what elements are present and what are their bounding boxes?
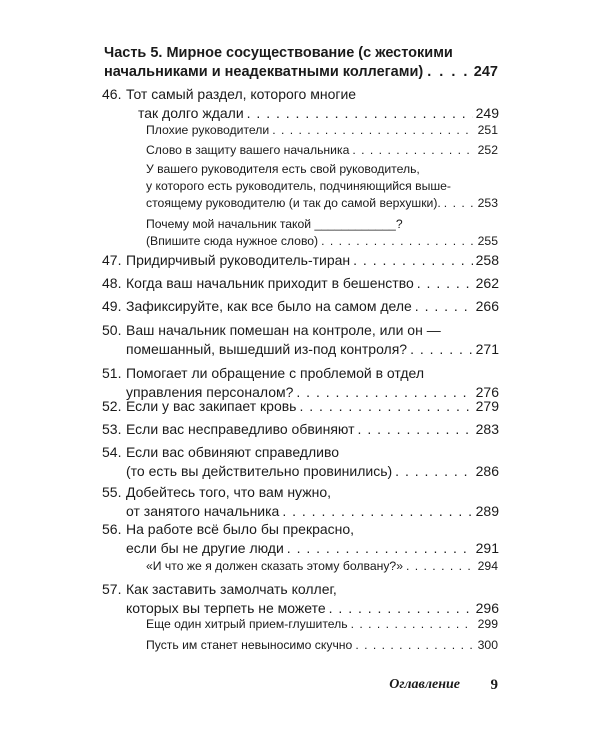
entry-title: Если у вас закипает кровь: [126, 398, 297, 414]
leader-dots: [351, 616, 473, 633]
subentry-title: Слово в защиту вашего начальника: [146, 143, 350, 157]
subentry-page: 253: [477, 196, 498, 210]
toc-subentry[interactable]: [146, 637, 498, 654]
leader-dots: [444, 195, 473, 212]
entry-title: Зафиксируйте, как все было на самом деле: [126, 298, 412, 314]
entry-page: 266: [475, 298, 499, 314]
entry-page: 296: [475, 600, 499, 616]
subentry-page: 252: [477, 143, 498, 157]
toc-entry-57[interactable]: [102, 580, 499, 618]
entry-title-cont: помешанный, вышедший из-под контроля?: [126, 341, 408, 357]
leader-dots: [353, 251, 472, 270]
toc-entry-55[interactable]: [102, 483, 499, 521]
leader-dots: [352, 142, 473, 159]
leader-dots: [427, 63, 470, 82]
toc-subentry[interactable]: [146, 122, 498, 139]
entry-page: 249: [475, 105, 499, 121]
entry-page: 279: [475, 398, 499, 414]
leader-dots: [299, 397, 472, 416]
subentry-title: Плохие руководители: [146, 123, 270, 137]
page-footer: [0, 677, 600, 697]
subentry-title-cont: (Впишите сюда нужное слово): [146, 234, 319, 248]
part-title-line2: начальниками и неадекватными коллегами): [104, 64, 424, 80]
entry-number: 50.: [102, 322, 122, 338]
toc-entry-48[interactable]: [102, 274, 499, 293]
entry-number: 57.: [102, 581, 122, 597]
leader-dots: [355, 637, 473, 654]
leader-dots: [321, 233, 473, 250]
entry-title-cont: управления персоналом?: [126, 384, 294, 400]
toc-subentry[interactable]: [146, 216, 498, 250]
subentry-page: 255: [477, 234, 498, 248]
toc-entry-54[interactable]: [102, 443, 499, 481]
entry-number: 48.: [102, 275, 122, 291]
subentry-title: Почему мой начальник такой ____________?: [146, 217, 403, 231]
subentry-page: 299: [477, 617, 498, 631]
entry-title-cont: если бы не другие люди: [126, 540, 284, 556]
entry-number: 49.: [102, 298, 122, 314]
part-heading: [104, 44, 498, 82]
leader-dots: [410, 340, 473, 359]
entry-title: На работе всё было бы прекрасно,: [126, 521, 355, 537]
entry-page: 289: [475, 503, 499, 519]
entry-page: 258: [475, 252, 499, 268]
subentry-page: 300: [477, 638, 498, 652]
entry-number: 52.: [102, 398, 122, 414]
entry-number: 46.: [102, 86, 122, 102]
toc-entry-46[interactable]: [102, 85, 499, 123]
leader-dots: [282, 502, 472, 521]
entry-title: Придирчивый руководитель-тиран: [126, 252, 351, 268]
subentry-title: Пусть им станет невыносимо скучно: [146, 638, 353, 652]
entry-title: Если вас несправедливо обвиняют: [126, 421, 355, 437]
entry-page: 262: [475, 275, 499, 291]
leader-dots: [415, 297, 473, 316]
entry-page: 276: [475, 384, 499, 400]
entry-title: Добейтесь того, что вам нужно,: [126, 484, 331, 500]
entry-page: 291: [475, 540, 499, 556]
toc-entry-49[interactable]: [102, 297, 499, 316]
toc-entry-52[interactable]: [102, 397, 499, 416]
subentry-page: 294: [477, 559, 498, 573]
subentry-title: У вашего руководителя есть свой руководитель,: [146, 162, 420, 176]
entry-number: 53.: [102, 421, 122, 437]
entry-title-cont: от занятого начальника: [126, 503, 280, 519]
toc-subentry[interactable]: [146, 616, 498, 633]
entry-number: 47.: [102, 252, 122, 268]
leader-dots: [395, 462, 472, 481]
leader-dots: [417, 274, 473, 293]
entry-title: Тот самый раздел, которого многие: [126, 86, 357, 102]
subentry-title: Еще один хитрый прием-глушитель: [146, 617, 348, 631]
subentry-title-cont: стоящему руководителю (и так до самой верхушки).: [146, 196, 441, 210]
leader-dots: [272, 122, 473, 139]
toc-entry-50[interactable]: [102, 321, 499, 359]
entry-number: 51.: [102, 365, 122, 381]
subentry-page: 251: [477, 123, 498, 137]
entry-title: Когда ваш начальник приходит в бешенство: [126, 275, 414, 291]
part-title-line1: Часть 5. Мирное сосуществование (с жестокими: [104, 45, 453, 61]
entry-title-cont: (то есть вы действительно провинились): [126, 463, 393, 479]
entry-number: 55.: [102, 484, 122, 500]
toc-subentry[interactable]: [146, 161, 498, 212]
leader-dots: [406, 558, 473, 575]
leader-dots: [287, 539, 473, 558]
leader-dots: [247, 104, 473, 123]
entry-page: 286: [475, 463, 499, 479]
entry-title: Ваш начальник помешан на контроле, или он —: [126, 322, 441, 338]
entry-title: Помогает ли обращение с проблемой в отдел: [126, 365, 425, 381]
entry-title-cont: которых вы терпеть не можете: [126, 600, 326, 616]
page-number: 9: [490, 677, 498, 693]
entry-title: Как заставить замолчать коллег,: [126, 581, 337, 597]
entry-title-cont: так долго ждали: [138, 105, 244, 121]
toc-subentry[interactable]: [146, 142, 498, 159]
entry-title: Если вас обвиняют справедливо: [126, 444, 340, 460]
leader-dots: [358, 420, 473, 439]
toc-subentry[interactable]: [146, 558, 498, 575]
running-footer-label: Оглавление: [389, 677, 460, 692]
entry-page: 283: [475, 421, 499, 437]
entry-number: 56.: [102, 521, 122, 537]
entry-number: 54.: [102, 444, 122, 460]
subentry-title-cont: у которого есть руководитель, подчиняющийся выше-: [146, 179, 451, 193]
toc-entry-56[interactable]: [102, 520, 499, 558]
toc-entry-53[interactable]: [102, 420, 499, 439]
subentry-title: «И что же я должен сказать этому болвану?»: [146, 559, 403, 573]
toc-entry-47[interactable]: [102, 251, 499, 270]
entry-page: 271: [475, 341, 499, 357]
part-page: 247: [473, 64, 498, 80]
